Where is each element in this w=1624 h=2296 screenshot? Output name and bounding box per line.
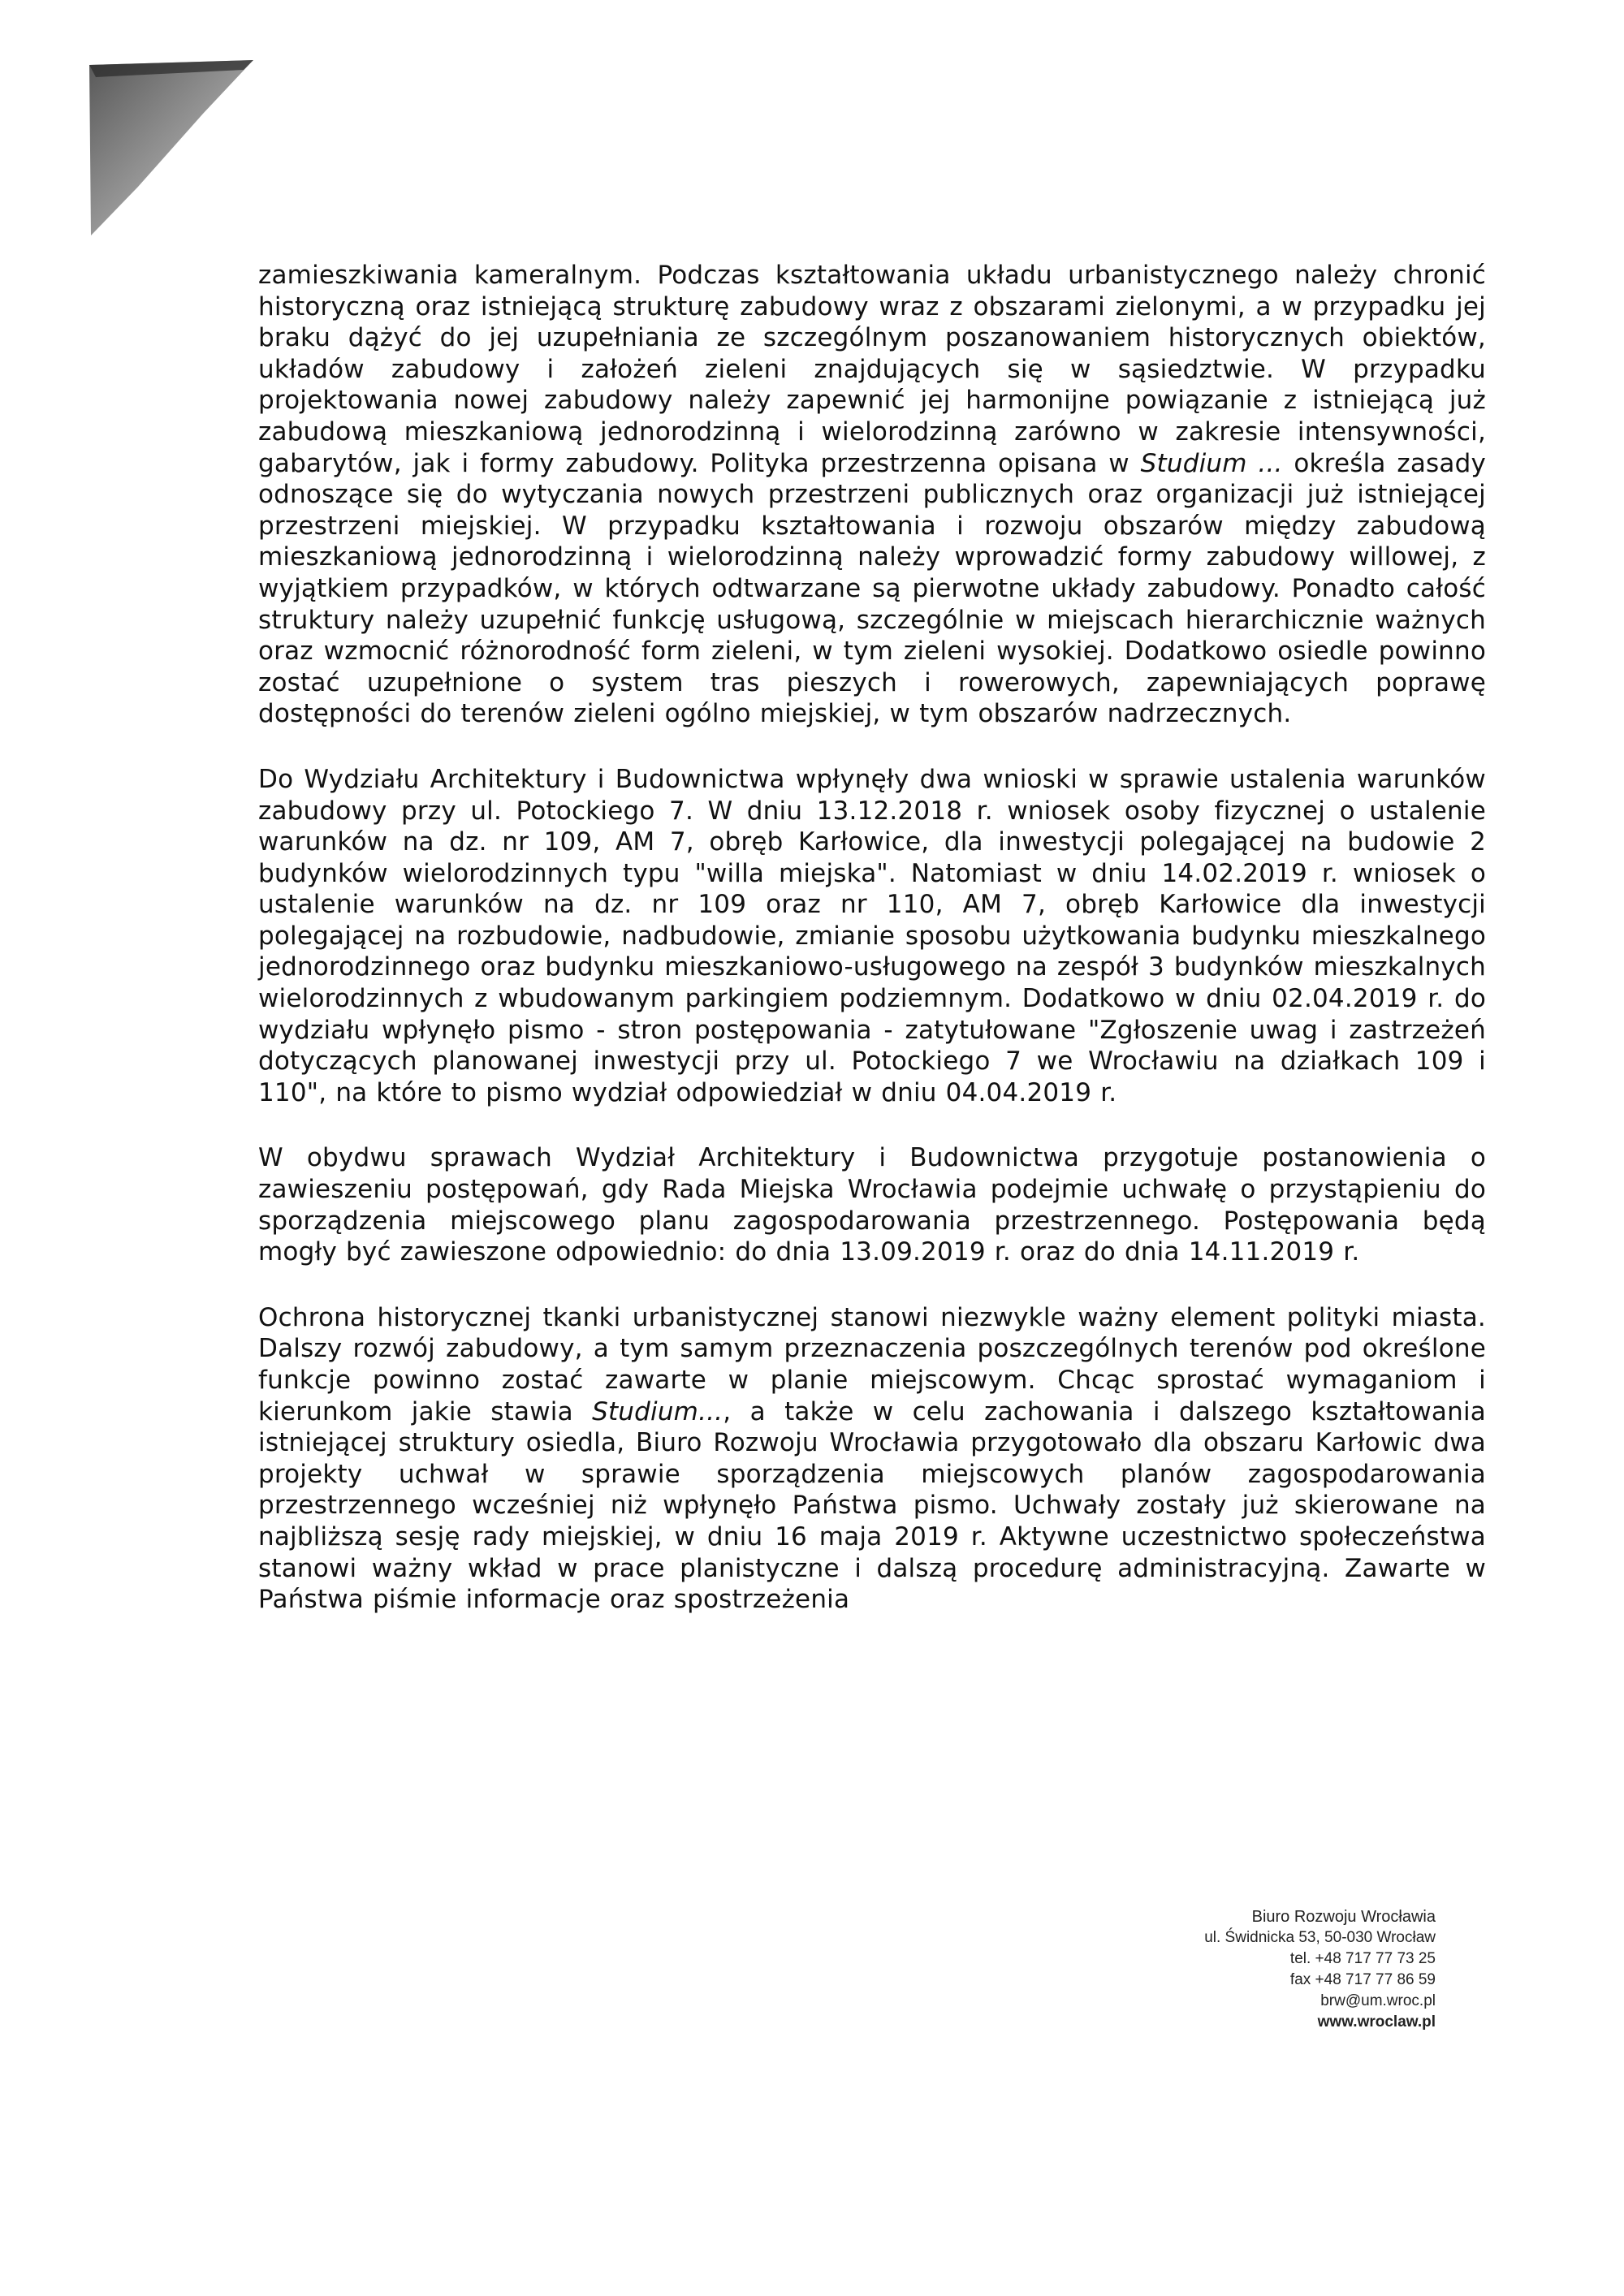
paragraph-osiedle-policy	[258, 260, 1486, 730]
office-website: www.wroclaw.pl	[1317, 2013, 1436, 2031]
text-run: określa zasady odnoszące się do wytyczania nowych przestrzeni publicznych oraz organizacji już istniejącej przestrzeni miejskiej. W przypadku kształtowania i rozwoju obszarów między zabudową mieszkaniową jednorodzinną i wielorodzinną należy wprowadzić formy zabudowy willowej, z wyjątkiem przypadków, w których odtwarzane są pierwotne układy zabudowy. Ponadto całość struktury należy uzupełnić funkcję usługową, szczególnie w miejscach hierarchicznie ważnych oraz wzmocnić różnorodność form zieleni, w tym zieleni wysokiej. Dodatkowo osiedle powinno zostać uzupełnione o system tras pieszych i rowerowych, zapewniających poprawę dostępności do terenów zieleni ogólno miejskiej, w tym obszarów nadrzecznych.	[258, 448, 1486, 729]
paragraph-applications	[258, 764, 1486, 1109]
office-address: ul. Świdnicka 53, 50-030 Wrocław	[1204, 1929, 1436, 1946]
office-phone: tel. +48 717 77 73 25	[1289, 1950, 1436, 1967]
office-contact-block	[1204, 1906, 1436, 2033]
text-run: Ochrona historycznej tkanki urbanistycznej stanowi niezwykle ważny element polityki miasta. Dalszy rozwój zabudowy, a tym samym przeznaczenia poszczególnych terenów pod określone funkcje powinno zostać zawarte w planie miejscowym. Chcąc sprostać wymaganiom i kierunkom jakie stawia	[258, 1302, 1486, 1426]
studium-reference: Studium ...	[1140, 448, 1283, 478]
office-name: Biuro Rozwoju Wrocławia	[1251, 1908, 1436, 1926]
office-email: brw@um.wroc.pl	[1320, 1992, 1436, 2009]
scan-shadow-corner	[0, 0, 268, 244]
text-run: , a także w celu zachowania i dalszego kształtowania istniejącej struktury osiedla, Biuro Rozwoju Wrocławia przygotowało dla obszaru Karłowic dwa projekty uchwał w sprawie sporządzenia miejscowych planów zagospodarowania przestrzennego wcześniej niż wpłynęło Państwa pismo. Uchwały zostały już skierowane na najbliższą sesję rady miejskiej, w dniu 16 maja 2019 r. Aktywne uczestnictwo społeczeństwa stanowi ważny wkład w prace planistyczne i dalszą procedurę administracyjną. Zawarte w Państwa piśmie informacje oraz spostrzeżenia	[258, 1396, 1486, 1615]
studium-reference: Studium...	[592, 1396, 723, 1426]
text-run: Do Wydziału Architektury i Budownictwa wpłynęły dwa wnioski w sprawie ustalenia warunków zabudowy przy ul. Potockiego 7. W dniu 13.12.2018 r. wniosek osoby fizycznej o ustalenie warunków na dz. nr 109, AM 7, obręb Karłowice, dla inwestycji polegającej na budowie 2 budynków wielorodzinnych typu "willa miejska". Natomiast w dniu 14.02.2019 r. wniosek o ustalenie warunków na dz. nr 109 oraz nr 110, AM 7, obręb Karłowice dla inwestycji polegającej na rozbudowie, nadbudowie, zmianie sposobu użytkowania budynku mieszkalnego jednorodzinnego oraz budynku mieszkaniowo-usługowego na zespół 3 budynków mieszkalnych wielorodzinnych z wbudowanym parkingiem podziemnym. Dodatkowo w dniu 02.04.2019 r. do wydziału wpłynęło pismo - stron postępowania - zatytułowane "Zgłoszenie uwag i zastrzeżeń dotyczących planowanej inwestycji przy ul. Potockiego 7 we Wrocławiu na działkach 109 i 110", na które to pismo wydział odpowiedział w dniu 04.04.2019 r.	[258, 764, 1486, 1107]
paragraph-suspension	[258, 1142, 1486, 1267]
office-fax: fax +48 717 77 86 59	[1289, 1971, 1436, 1988]
text-run: zamieszkiwania kameralnym. Podczas kształtowania układu urbanistycznego należy chronić historyczną oraz istniejącą strukturę zabudowy wraz z obszarami zielonymi, a w przypadku jej braku dążyć do jej uzupełniania ze szczególnym poszanowaniem historycznych obiektów, układów zabudowy i założeń zieleni znajdujących się w sąsiedztwie. W przypadku projektowania nowej zabudowy należy zapewnić jej harmonijne powiązanie z istniejącą już zabudową mieszkaniową jednorodzinną i wielorodzinną zarówno w zakresie intensywności, gabarytów, jak i formy zabudowy. Polityka przestrzenna opisana w	[258, 261, 1486, 478]
text-run: W obydwu sprawach Wydział Architektury i Budownictwa przygotuje postanowienia o zawieszeniu postępowań, gdy Rada Miejska Wrocławia podejmie uchwałę o przystąpieniu do sporządzenia miejscowego planu zagospodarowania przestrzennego. Postępowania będą mogły być zawieszone odpowiednio: do dnia 13.09.2019 r. oraz do dnia 14.11.2019 r.	[258, 1143, 1486, 1267]
letter-body	[258, 260, 1486, 1616]
paragraph-historic-protection	[258, 1302, 1486, 1616]
